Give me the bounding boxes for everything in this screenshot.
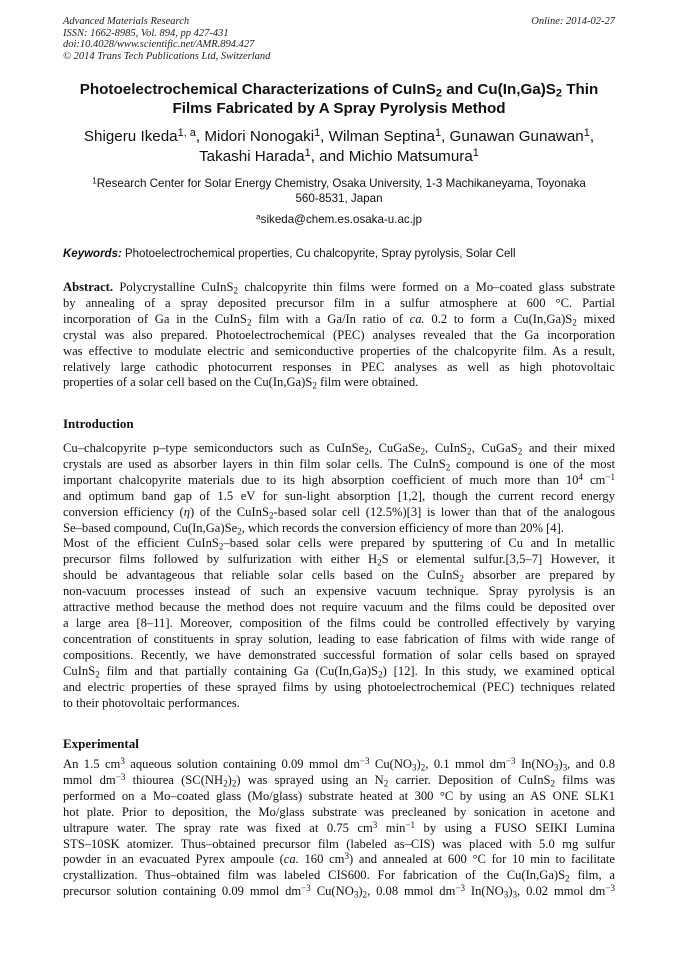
journal-header [63,16,270,62]
keywords-label: Keywords: [63,248,122,260]
issn: ISSN: 1662-8985, Vol. 894, pp 427-431 [63,27,229,39]
paper-title: Photoelectrochemical Characterizations of CuInS$_2$ and $Cu(In,Ga)S_2$ Thin Films Fabricated by A Spray Pyrolysis Method [79,81,599,117]
copyright: © 2014 Trans Tech Publications Ltd, Switzerland [63,50,271,62]
experimental-heading: Experimental [63,736,139,751]
journal-name: Advanced Materials Research [63,16,190,27]
doi: doi:10.4028/www.scientific.net/AMR.894.427 [63,39,255,50]
abstract: Abstract. Polycrystalline CuInS$_2$ chalcopyrite thin films were formed on a Mo–coated glass substrate by annealing of a spray deposited precursor film in a sulfur atmosphere at 600 °C. Partial incorporation of Ga in the CuInS$_2$ film with a Ga/In ratio of ca. 0.2 to form a $Cu(In,Ga)S_2$ mixed crystal was also prepared. Photoelectrochemical (PEC) analyses revealed that the Ga incorporation was effective to modulate electric and semiconductive properties of the chalcopyrite film. As a result, relatively large cathodic photocurrent responses in PEC analyses as well as high photovoltaic properties of a solar cell based on the $Cu(In,Ga)S_2$ film were obtained. [63,280,616,391]
introduction-heading: Introduction [63,416,134,431]
author-email: $^a$sikeda@chem.es.osaka-u.ac.jp [256,211,422,226]
affiliation: $^1$Research Center for Solar Energy Chemistry, Osaka University, 1-3 Machikaneyama, Toyonaka 560-8531, Japan [92,175,586,205]
abstract-label: Abstract. [63,280,114,294]
experimental-body: An 1.5 $cm^3$ aqueous solution containing 0.09 mmol $dm^{-3}$ $Cu(NO_3)_2$, 0.1 mmol $dm^{-3}$ $In(NO_3)_3$, and 0.8 mmol $dm^{-3}$ thiourea $(SC(NH_2)_2)$ was sprayed using an $N_2$ carrier. Deposition of CuInS$_2$ films was performed on a Mo–coated glass (Mo/glass) substrate heated at 300 °C by using an AS ONE SLK1 hot plate. Prior to deposition, the Mo/glass substrate was precleaned by sonication in acetone and ultrapure water. The spray rate was fixed at 0.75 $cm^3$ $\min^{-1}$ by using a FUSO SEIKI Lumina STS–10SK atomizer. Thus–obtained precursor film (labeled as–CIS) was placed with 5.0 mg sulfur powder in an evacuated Pyrex ampoule (ca. 160 $cm^3$) and annealed at 600 °C for 10 min to facilitate crystallization. Thus–obtained film was labeled CIS600. For fabrication of the $Cu(In,Ga)S_2$ film, a precursor solution containing 0.09 mmol $dm^{-3}$ $Cu(NO_3)_2$, 0.08 mmol $dm^{-3}$ $In(NO_3)_3$, 0.02 mmol $dm^{-3}$ [63,755,615,900]
author-list: Shigeru Ikeda$^{1, a}$, Midori Nonogaki$^1$, Wilman Septina$^1$, Gunawan Gunawan$^1$, Takashi Harada$^1$, and Michio Matsumura$^1$ [83,127,595,165]
online-date: Online: 2014-02-27 [531,16,615,27]
keywords-text: Photoelectrochemical properties, Cu chalcopyrite, Spray pyrolysis, Solar Cell [121,248,516,260]
introduction-body: Cu–chalcopyrite p–type semiconductors such as CuInSe$_2$, CuGaSe$_2$, CuInS$_2$, CuGaS$_2$ and their mixed crystals are used as absorber layers in thin film solar cells. The CuInS$_2$ compound is one of the most important chalcopyrite materials due to its high absorption coefficient of much more than $10^4$ $cm^{-1}$ and optimum band gap of 1.5 eV for sun-light absorption [1,2], though the current record energy conversion efficiency (η) of the CuInS$_2$-based solar cell (12.5%)[3] is lower than that of the analogous Se–based compound, $Cu(In,Ga)Se_2$, which records the conversion efficiency of more than 20% [4]. Most of the efficient CuInS$_2$–based solar cells were prepared by sputtering of Cu and In metallic precursor films followed by sulfurization with either $H_2S$ or elemental sulfur.[3,5–7] However, it should be advantageous that reliable solar cells based on the CuInS$_2$ absorber are prepared by non-vacuum processes instead of such an expensive vacuum technique. Spray pyrolysis is an attractive method because the method does not require vacuum and the films could be deposited over a large area [8–11]. Moreover, composition of the films could be controlled effectively by varying concentration of constituents in spray solution, leading to ease fabrication of films with wide range of compositions. Recently, we have demonstrated successful formation of solar cells based on sprayed CuInS$_2$ film and that partially containing Ga $(Cu(In,Ga)S_2)$ [12]. In this study, we examined optical and electric properties of these sprayed films by using photoelectrochemical (PEC) techniques related to their photovoltaic performances. [63,441,616,710]
keywords [63,247,619,262]
